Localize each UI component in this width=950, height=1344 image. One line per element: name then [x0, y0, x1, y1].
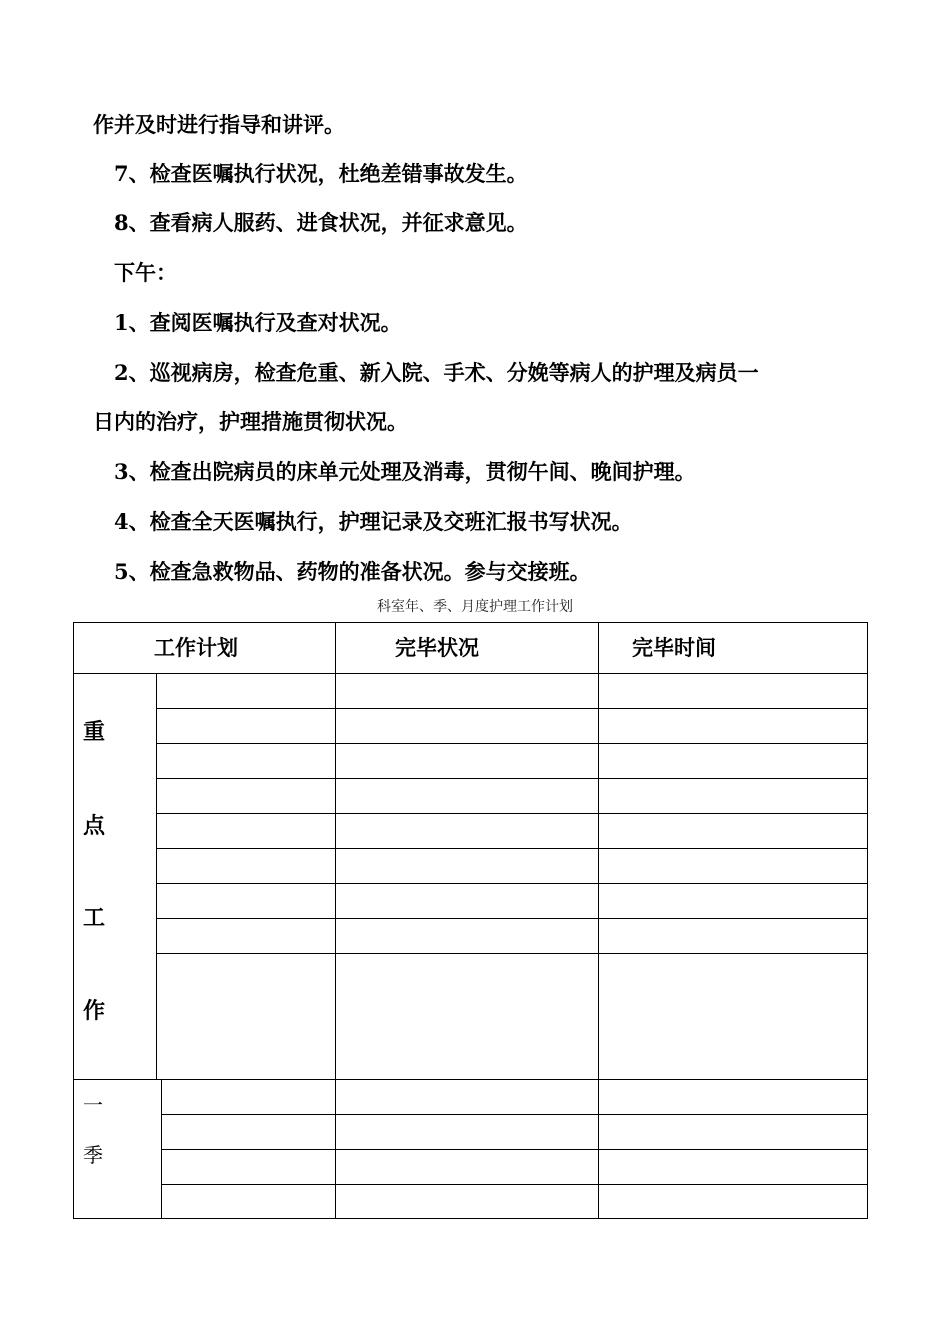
column-divider-1	[335, 623, 336, 1218]
header-work-plan: 工作计划	[154, 635, 238, 660]
column-divider-2	[598, 623, 599, 1218]
afternoon-item-1: 1、查阅医嘱执行及查对状况。	[114, 310, 402, 335]
section1-char-1: 重	[83, 719, 106, 745]
row-divider	[157, 883, 867, 884]
afternoon-item-4: 4、检查全天医嘱执行，护理记录及交班汇报书写状况。	[114, 509, 633, 534]
row-divider	[157, 848, 867, 849]
row-divider	[162, 1184, 867, 1185]
row-divider	[157, 918, 867, 919]
afternoon-item-5: 5、检查急救物品、药物的准备状况。参与交接班。	[114, 559, 591, 584]
section2-char-2: 季	[83, 1143, 103, 1167]
paragraph-item-8: 8、查看病人服药、进食状况，并征求意见。	[114, 210, 528, 235]
afternoon-item-2: 2、巡视病房，检查危重、新入院、手术、分娩等病人的护理及病员一	[114, 360, 759, 385]
header-divider	[74, 673, 867, 674]
paragraph-continuation: 作并及时进行指导和讲评。	[93, 112, 345, 137]
section1-char-2: 点	[83, 813, 106, 839]
table-caption: 科室年、季、月度护理工作计划	[377, 599, 573, 615]
afternoon-item-2-continuation: 日内的治疗，护理措施贯彻状况。	[93, 409, 408, 434]
row-divider	[157, 778, 867, 779]
row-divider	[162, 1149, 867, 1150]
row-divider	[157, 708, 867, 709]
header-completion-status: 完毕状况	[395, 635, 479, 660]
paragraph-item-7: 7、检查医嘱执行状况，杜绝差错事故发生。	[114, 161, 528, 186]
row-divider	[157, 743, 867, 744]
section1-label-divider	[156, 673, 157, 1079]
section-divider	[74, 1079, 867, 1080]
section2-char-1: 一	[83, 1093, 103, 1117]
section1-char-4: 作	[83, 998, 106, 1024]
section1-char-3: 工	[83, 905, 106, 931]
header-completion-time: 完毕时间	[632, 635, 716, 660]
row-divider	[162, 1114, 867, 1115]
afternoon-heading: 下午：	[114, 260, 177, 285]
row-divider	[157, 953, 867, 954]
afternoon-item-3: 3、检查出院病员的床单元处理及消毒，贯彻午间、晚间护理。	[114, 459, 696, 484]
row-divider	[157, 813, 867, 814]
plan-table	[73, 622, 868, 1219]
